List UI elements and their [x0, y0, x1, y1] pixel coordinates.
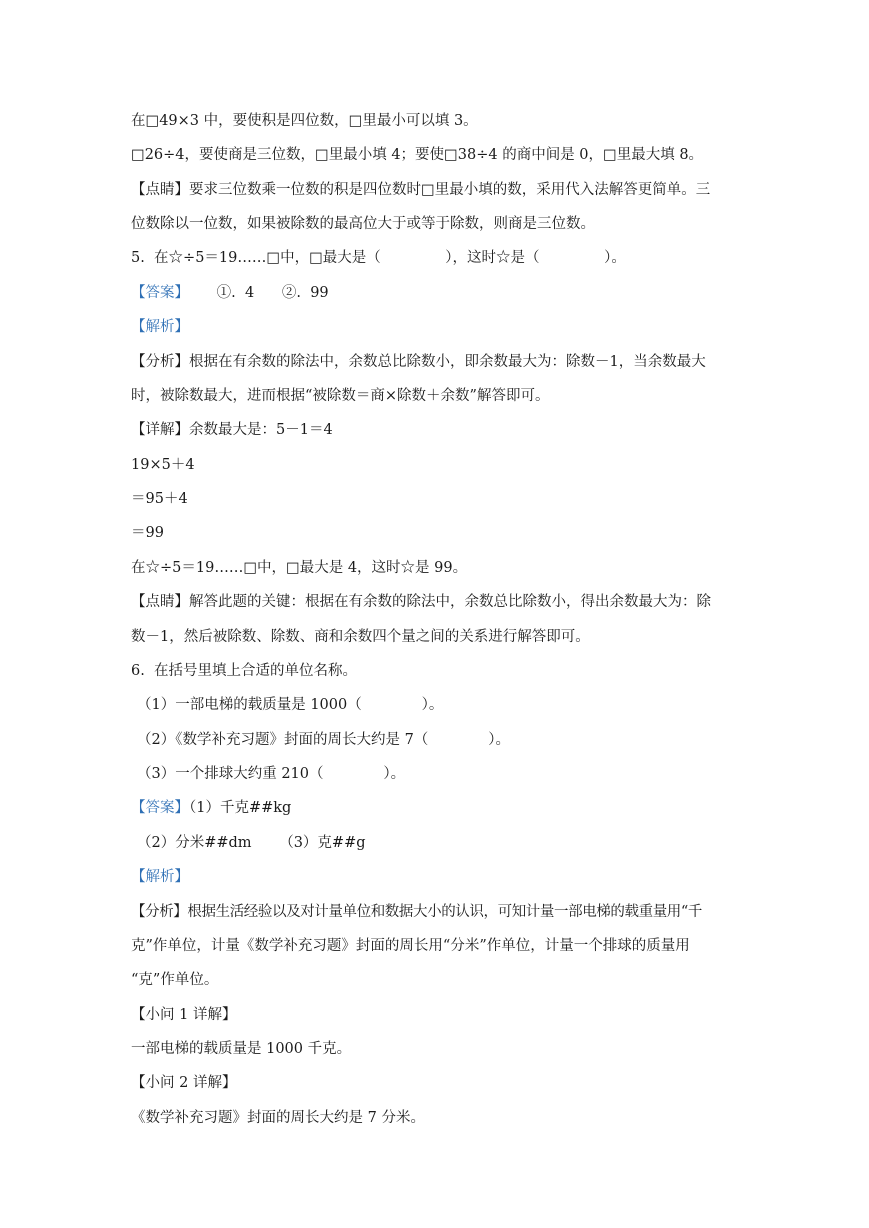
- text-line: （2）分米##dm （3）克##g: [137, 835, 366, 851]
- analysis-tag: 【解析】: [131, 869, 189, 885]
- analysis-tag-line: [131, 317, 189, 337]
- text-line: 【点睛】要求三位数乘一位数的积是四位数时□里最小填的数，采用代入法解答更简单。三: [131, 182, 711, 198]
- text-line: 克”作单位，计量《数学补充习题》封面的周长用“分米”作单位，计量一个排球的质量用: [131, 938, 690, 954]
- text-line: （1）一部电梯的载质量是 1000（ ）。: [137, 697, 444, 713]
- text-line: 在□49×3 中，要使积是四位数，□里最小可以填 3。: [131, 113, 478, 129]
- text-line: 【点睛】解答此题的关键：根据在有余数的除法中，余数总比除数小，得出余数最大为：除: [131, 594, 711, 610]
- question-5: 5. 在☆÷5＝19……□中，□最大是（ ），这时☆是（ ）。: [131, 250, 626, 266]
- text-line: ＝95＋4: [131, 491, 188, 507]
- text-line: 《数学补充习题》封面的周长大约是 7 分米。: [131, 1110, 425, 1126]
- answer-line: 【答案】（1）千克##kg: [131, 800, 292, 816]
- text-line: 【小问 1 详解】: [131, 1007, 237, 1023]
- text-line: 在☆÷5＝19……□中，□最大是 4，这时☆是 99。: [131, 560, 468, 576]
- text-line: □26÷4，要使商是三位数，□里最小填 4；要使□38÷4 的商中间是 0，□里最大填 8。: [131, 147, 704, 163]
- text-line: 【分析】根据在有余数的除法中，余数总比除数小，即余数最大为：除数－1，当余数最大: [131, 354, 706, 370]
- text-line: “克”作单位。: [131, 972, 219, 988]
- text-line: 【小问 2 详解】: [131, 1075, 237, 1091]
- text-line: 【分析】根据生活经验以及对计量单位和数据大小的认识，可知计量一部电梯的载重量用“千: [131, 904, 703, 920]
- text-line: （3）一个排球大约重 210（ ）。: [137, 766, 406, 782]
- text-line: 【详解】余数最大是：5－1＝4: [131, 422, 333, 438]
- question-6: 6. 在括号里填上合适的单位名称。: [131, 663, 358, 679]
- answer-tag: 【答案】: [131, 800, 189, 816]
- analysis-tag: 【解析】: [131, 319, 189, 335]
- answer-line: 【答案】 ①. 4 ②. 99: [131, 285, 329, 301]
- text-line: 19×5＋4: [131, 457, 195, 473]
- text-line: 数－1，然后被除数、除数、商和余数四个量之间的关系进行解答即可。: [131, 629, 590, 645]
- text-line: 位数除以一位数，如果被除数的最高位大于或等于除数，则商是三位数。: [131, 216, 595, 232]
- text-line: 一部电梯的载质量是 1000 千克。: [131, 1041, 352, 1057]
- text-line: （2）《数学补充习题》封面的周长大约是 7（ ）。: [137, 732, 510, 748]
- text-line: 时，被除数最大，进而根据“被除数＝商×除数＋余数”解答即可。: [131, 388, 550, 404]
- answer-tag: 【答案】: [131, 285, 189, 301]
- analysis-tag-line: [131, 867, 189, 887]
- text-line: ＝99: [131, 525, 164, 541]
